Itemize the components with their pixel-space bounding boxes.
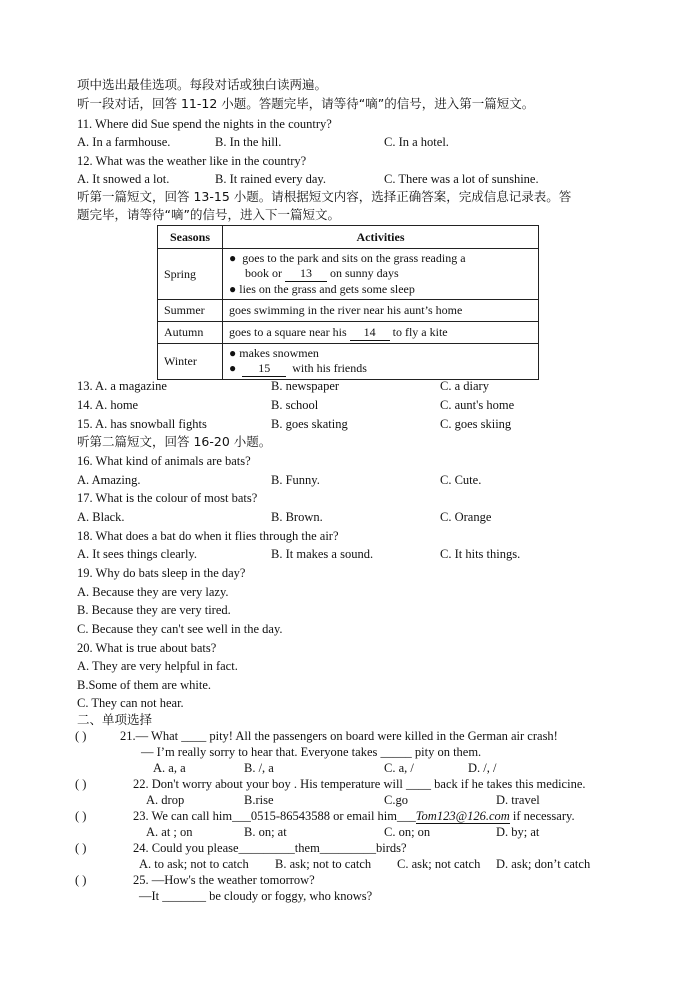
- q12-option-b: B. It rained every day.: [215, 172, 326, 186]
- q15-option-a: 15. A. has snowball fights: [77, 417, 207, 431]
- answer-paren-21: ( ): [75, 729, 87, 743]
- season-spring: Spring: [158, 249, 223, 300]
- bullet-icon: ●: [229, 346, 237, 360]
- q17-text: 17. What is the colour of most bats?: [77, 491, 258, 505]
- q24-option-c: C. ask; not catch: [397, 857, 481, 871]
- q22-option-a: A. drop: [146, 793, 185, 807]
- q20-option-a: A. They are very helpful in fact.: [77, 659, 238, 673]
- q16-option-c: C. Cute.: [440, 473, 482, 487]
- q19-option-a: A. Because they are very lazy.: [77, 585, 229, 599]
- q24-option-d: D. ask; don’t catch: [496, 857, 591, 871]
- q16-option-a: A. Amazing.: [77, 473, 141, 487]
- q25-line-1: 25. —How's the weather tomorrow?: [133, 873, 315, 887]
- q14-option-b: B. school: [271, 398, 319, 412]
- q20-option-b: B.Some of them are white.: [77, 678, 211, 692]
- q19-text: 19. Why do bats sleep in the day?: [77, 566, 246, 580]
- q15-option-b: B. goes skating: [271, 417, 348, 431]
- q23-option-c: C. on; on: [384, 825, 431, 839]
- q23-line-1: [133, 808, 575, 824]
- q15-option-c: C. goes skiing: [440, 417, 512, 431]
- answer-paren-24: ( ): [75, 841, 87, 855]
- q22-option-b: B.rise: [244, 793, 274, 807]
- answer-paren-23: ( ): [75, 809, 87, 823]
- winter-activity-1: makes snowmen: [239, 346, 319, 360]
- q11-option-b: B. In the hill.: [215, 135, 282, 149]
- winter-activities: [223, 344, 539, 380]
- q21-option-c: C. a, /: [384, 761, 414, 775]
- q24-option-a: A. to ask; not to catch: [139, 857, 249, 871]
- q24-option-b: B. ask; not to catch: [275, 857, 372, 871]
- blank-15: 15: [242, 361, 286, 377]
- q17-option-a: A. Black.: [77, 510, 125, 524]
- q23-text-post: if necessary.: [509, 809, 575, 823]
- q23-text-pre: 23. We can call him___0515-86543588 or email him___: [133, 809, 416, 823]
- q14-option-c: C. aunt's home: [440, 398, 515, 412]
- q19-option-c: C. Because they can't see well in the day.: [77, 622, 283, 636]
- spring-activity-1: goes to the park and sits on the grass reading a: [242, 251, 466, 265]
- spring-activities: [223, 249, 539, 300]
- passage1-line-1: 听第一篇短文，回答 13-15 小题。请根据短文内容，选择正确答案，完成信息记录表。答: [77, 189, 572, 204]
- blank-14: 14: [350, 325, 390, 341]
- summer-activity: goes swimming in the river near his aunt’s home: [223, 300, 539, 322]
- autumn-activity-post: to fly a kite: [392, 324, 448, 339]
- q11-option-a: A. In a farmhouse.: [77, 135, 171, 149]
- autumn-activities: [223, 322, 539, 344]
- q23-email: Tom123@126.com: [415, 809, 510, 823]
- q21-option-d: D. /, /: [468, 761, 497, 775]
- autumn-activity-pre: goes to a square near his: [229, 324, 347, 339]
- q14-option-a: 14. A. home: [77, 398, 139, 412]
- q11-text: 11. Where did Sue spend the nights in the country?: [77, 117, 332, 131]
- q11-option-c: C. In a hotel.: [384, 135, 449, 149]
- season-summer: Summer: [158, 300, 223, 322]
- q18-option-a: A. It sees things clearly.: [77, 547, 197, 561]
- winter-activity-2-post: with his friends: [292, 361, 367, 375]
- bullet-icon: ●: [229, 282, 237, 296]
- q20-option-c: C. They can not hear.: [77, 696, 184, 710]
- q17-option-b: B. Brown.: [271, 510, 323, 524]
- season-autumn: Autumn: [158, 322, 223, 344]
- q13-option-a: 13. A. a magazine: [77, 379, 167, 393]
- answer-paren-25: ( ): [75, 873, 87, 887]
- q21-option-b: B. /, a: [244, 761, 274, 775]
- header-activities: Activities: [223, 226, 539, 249]
- q12-option-c: C. There was a lot of sunshine.: [384, 172, 539, 186]
- season-winter: Winter: [158, 344, 223, 380]
- q13-option-b: B. newspaper: [271, 379, 340, 393]
- bullet-icon: ●: [229, 251, 237, 265]
- q18-option-b: B. It makes a sound.: [271, 547, 374, 561]
- passage2-line: 听第二篇短文，回答 16-20 小题。: [77, 434, 272, 449]
- q19-option-b: B. Because they are very tired.: [77, 603, 231, 617]
- intro-line-2: 听一段对话，回答 11-12 小题。答题完毕，请等待“嘀”的信号，进入第一篇短文。: [77, 96, 535, 111]
- q16-option-b: B. Funny.: [271, 473, 320, 487]
- q22-line-1: 22. Don't worry about your boy . His temperature will ____ back if he takes this medicine.: [133, 777, 586, 791]
- spring-activity-1b-post: on sunny days: [330, 266, 399, 280]
- q22-option-c: C.go: [384, 793, 408, 807]
- passage1-line-2: 题完毕，请等待“嘀”的信号，进入下一篇短文。: [77, 207, 340, 222]
- info-record-table: [157, 225, 539, 380]
- q13-option-c: C. a diary: [440, 379, 489, 393]
- q12-option-a: A. It snowed a lot.: [77, 172, 170, 186]
- header-seasons: Seasons: [158, 226, 223, 249]
- q18-text: 18. What does a bat do when it flies through the air?: [77, 529, 339, 543]
- q20-text: 20. What is true about bats?: [77, 641, 217, 655]
- blank-13: 13: [285, 266, 327, 282]
- q25-line-2: —It _______ be cloudy or foggy, who knows?: [139, 889, 373, 903]
- spring-activity-2: lies on the grass and gets some sleep: [239, 282, 415, 296]
- bullet-icon: ●: [229, 361, 237, 375]
- q21-option-a: A. a, a: [153, 761, 186, 775]
- spring-activity-1b-pre: book or: [245, 266, 282, 280]
- q23-option-b: B. on; at: [244, 825, 287, 839]
- q18-option-c: C. It hits things.: [440, 547, 521, 561]
- intro-line-1: 项中选出最佳选项。每段对话或独白读两遍。: [77, 77, 328, 92]
- q16-text: 16. What kind of animals are bats?: [77, 454, 251, 468]
- q22-option-d: D. travel: [496, 793, 540, 807]
- q21-line-2: — I’m really sorry to hear that. Everyone takes _____ pity on them.: [141, 745, 482, 759]
- q21-line-1: 21.— What ____ pity! All the passengers on board were killed in the German air crash!: [120, 729, 558, 743]
- answer-paren-22: ( ): [75, 777, 87, 791]
- q12-text: 12. What was the weather like in the country?: [77, 154, 307, 168]
- section2-title: 二、单项选择: [77, 712, 153, 727]
- q24-line-1: 24. Could you please_________them_________birds?: [133, 841, 407, 855]
- q23-option-d: D. by; at: [496, 825, 540, 839]
- q23-option-a: A. at ; on: [146, 825, 193, 839]
- q17-option-c: C. Orange: [440, 510, 492, 524]
